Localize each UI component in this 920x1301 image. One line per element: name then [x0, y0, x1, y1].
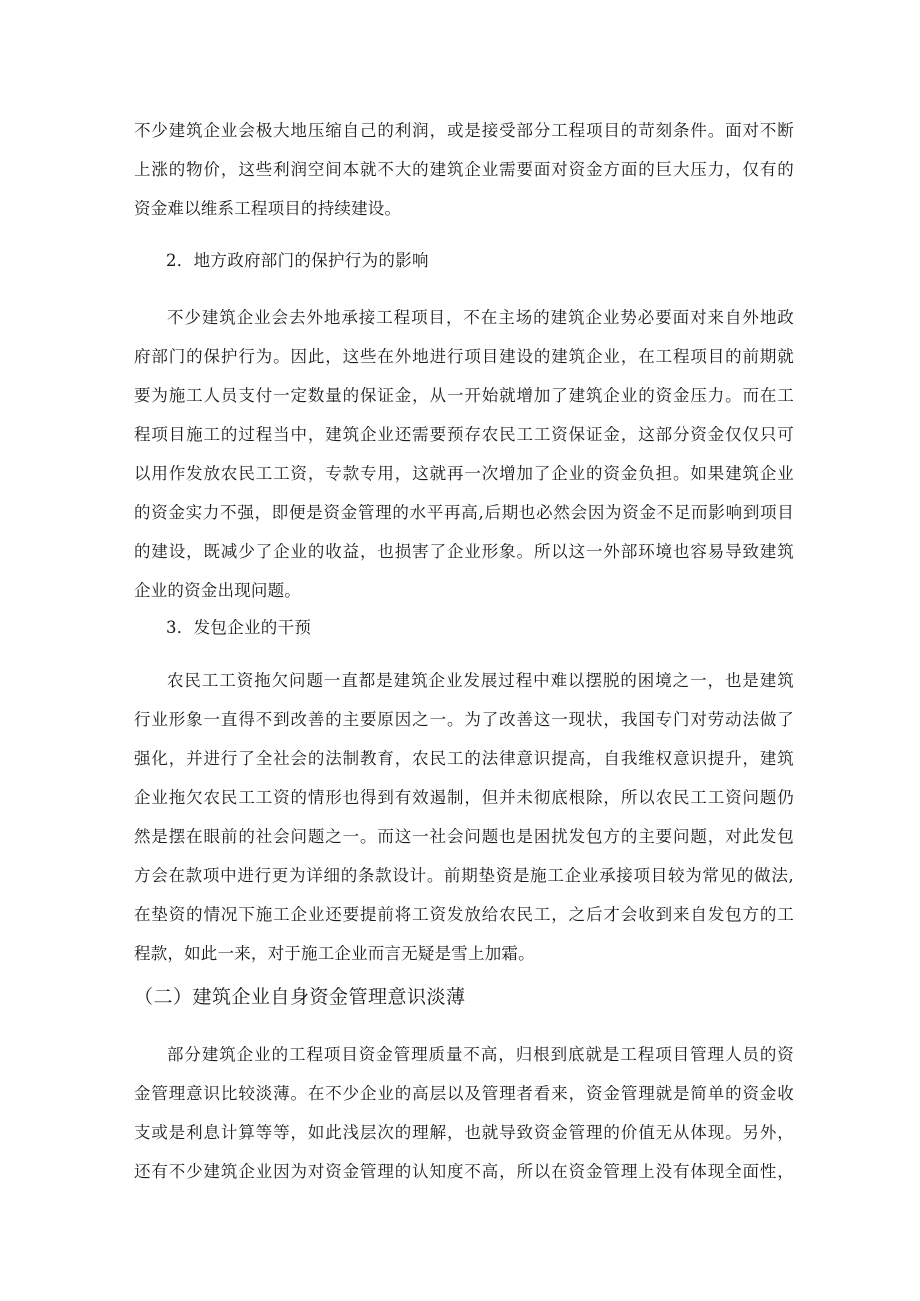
paragraph-line: 程款，如此一来，对于施工企业而言无疑是雪上加霜。 [134, 944, 535, 963]
paragraph-line: 还有不少建筑企业因为对资金管理的认知度不高，所以在资金管理上没有体现全面性， [134, 1162, 794, 1181]
paragraph-line: 企业的资金出现问题。 [134, 581, 301, 600]
subheading-local-government: 2．地方政府部门的保护行为的影响 [166, 251, 429, 270]
paragraph-line: 资金难以维系工程项目的持续建设。 [134, 199, 402, 218]
paragraph-line: 程项目施工的过程当中，建筑企业还需要预存农民工工资保证金，这部分资金仅仅只可 [134, 425, 794, 444]
paragraph-line: 以用作发放农民工工资，专款专用，这就再一次增加了企业的资金负担。如果建筑企业 [134, 464, 794, 483]
paragraph-line: 不少建筑企业会去外地承接工程项目，不在主场的建筑企业势必要面对来自外地政 [167, 308, 794, 327]
paragraph-line: 上涨的物价，这些利润空间本就不大的建筑企业需要面对资金方面的巨大压力，仅有的 [134, 160, 794, 179]
paragraph-line: 农民工工资拖欠问题一直都是建筑企业发展过程中难以摆脱的困境之一，也是建筑 [167, 671, 794, 690]
paragraph-line: 金管理意识比较淡薄。在不少企业的高层以及管理者看来，资金管理就是简单的资金收 [134, 1084, 794, 1103]
paragraph-line: 支或是利息计算等等，如此浅层次的理解，也就导致资金管理的价值无从体现。另外， [134, 1123, 794, 1142]
paragraph-line: 的建设，既减少了企业的收益，也损害了企业形象。所以这一外部环境也容易导致建筑 [134, 542, 794, 561]
paragraph-line: 要为施工人员支付一定数量的保证金，从一开始就增加了建筑企业的资金压力。而在工 [134, 386, 794, 405]
paragraph-line: 然是摆在眼前的社会问题之一。而这一社会问题也是困扰发包方的主要问题，对此发包 [134, 827, 794, 846]
paragraph-line: 部分建筑企业的工程项目资金管理质量不高，归根到底就是工程项目管理人员的资 [167, 1045, 794, 1064]
paragraph-line: 强化，并进行了全社会的法制教育，农民工的法律意识提高，自我维权意识提升，建筑 [134, 749, 794, 768]
paragraph-management-awareness [134, 1035, 794, 1191]
paragraph-line: 企业拖欠农民工工资的情形也得到有效遏制，但并未彻底根除，所以农民工工资问题仍 [134, 788, 794, 807]
section-heading: （二）建筑企业自身资金管理意识淡薄 [134, 986, 466, 1008]
paragraph-line: 行业形象一直得不到改善的主要原因之一。为了改善这一现状，我国专门对劳动法做了 [134, 710, 794, 729]
paragraph-profit-pressure [134, 111, 794, 228]
paragraph-line: 府部门的保护行为。因此，这些在外地进行项目建设的建筑企业，在工程项目的前期就 [134, 347, 794, 366]
paragraph-local-protection [134, 298, 794, 610]
paragraph-line: 方会在款项中进行更为详细的条款设计。前期垫资是施工企业承接项目较为常见的做法, [134, 866, 794, 885]
paragraph-line: 不少建筑企业会极大地压缩自己的利润，或是接受部分工程项目的苛刻条件。面对不断 [134, 121, 794, 140]
subheading-contractor-intervention: 3．发包企业的干预 [166, 618, 312, 637]
paragraph-wage-arrears [134, 661, 794, 973]
paragraph-line: 在垫资的情况下施工企业还要提前将工资发放给农民工，之后才会收到来自发包方的工 [134, 905, 794, 924]
paragraph-line: 的资金实力不强，即便是资金管理的水平再高,后期也必然会因为资金不足而影响到项目 [134, 503, 794, 522]
